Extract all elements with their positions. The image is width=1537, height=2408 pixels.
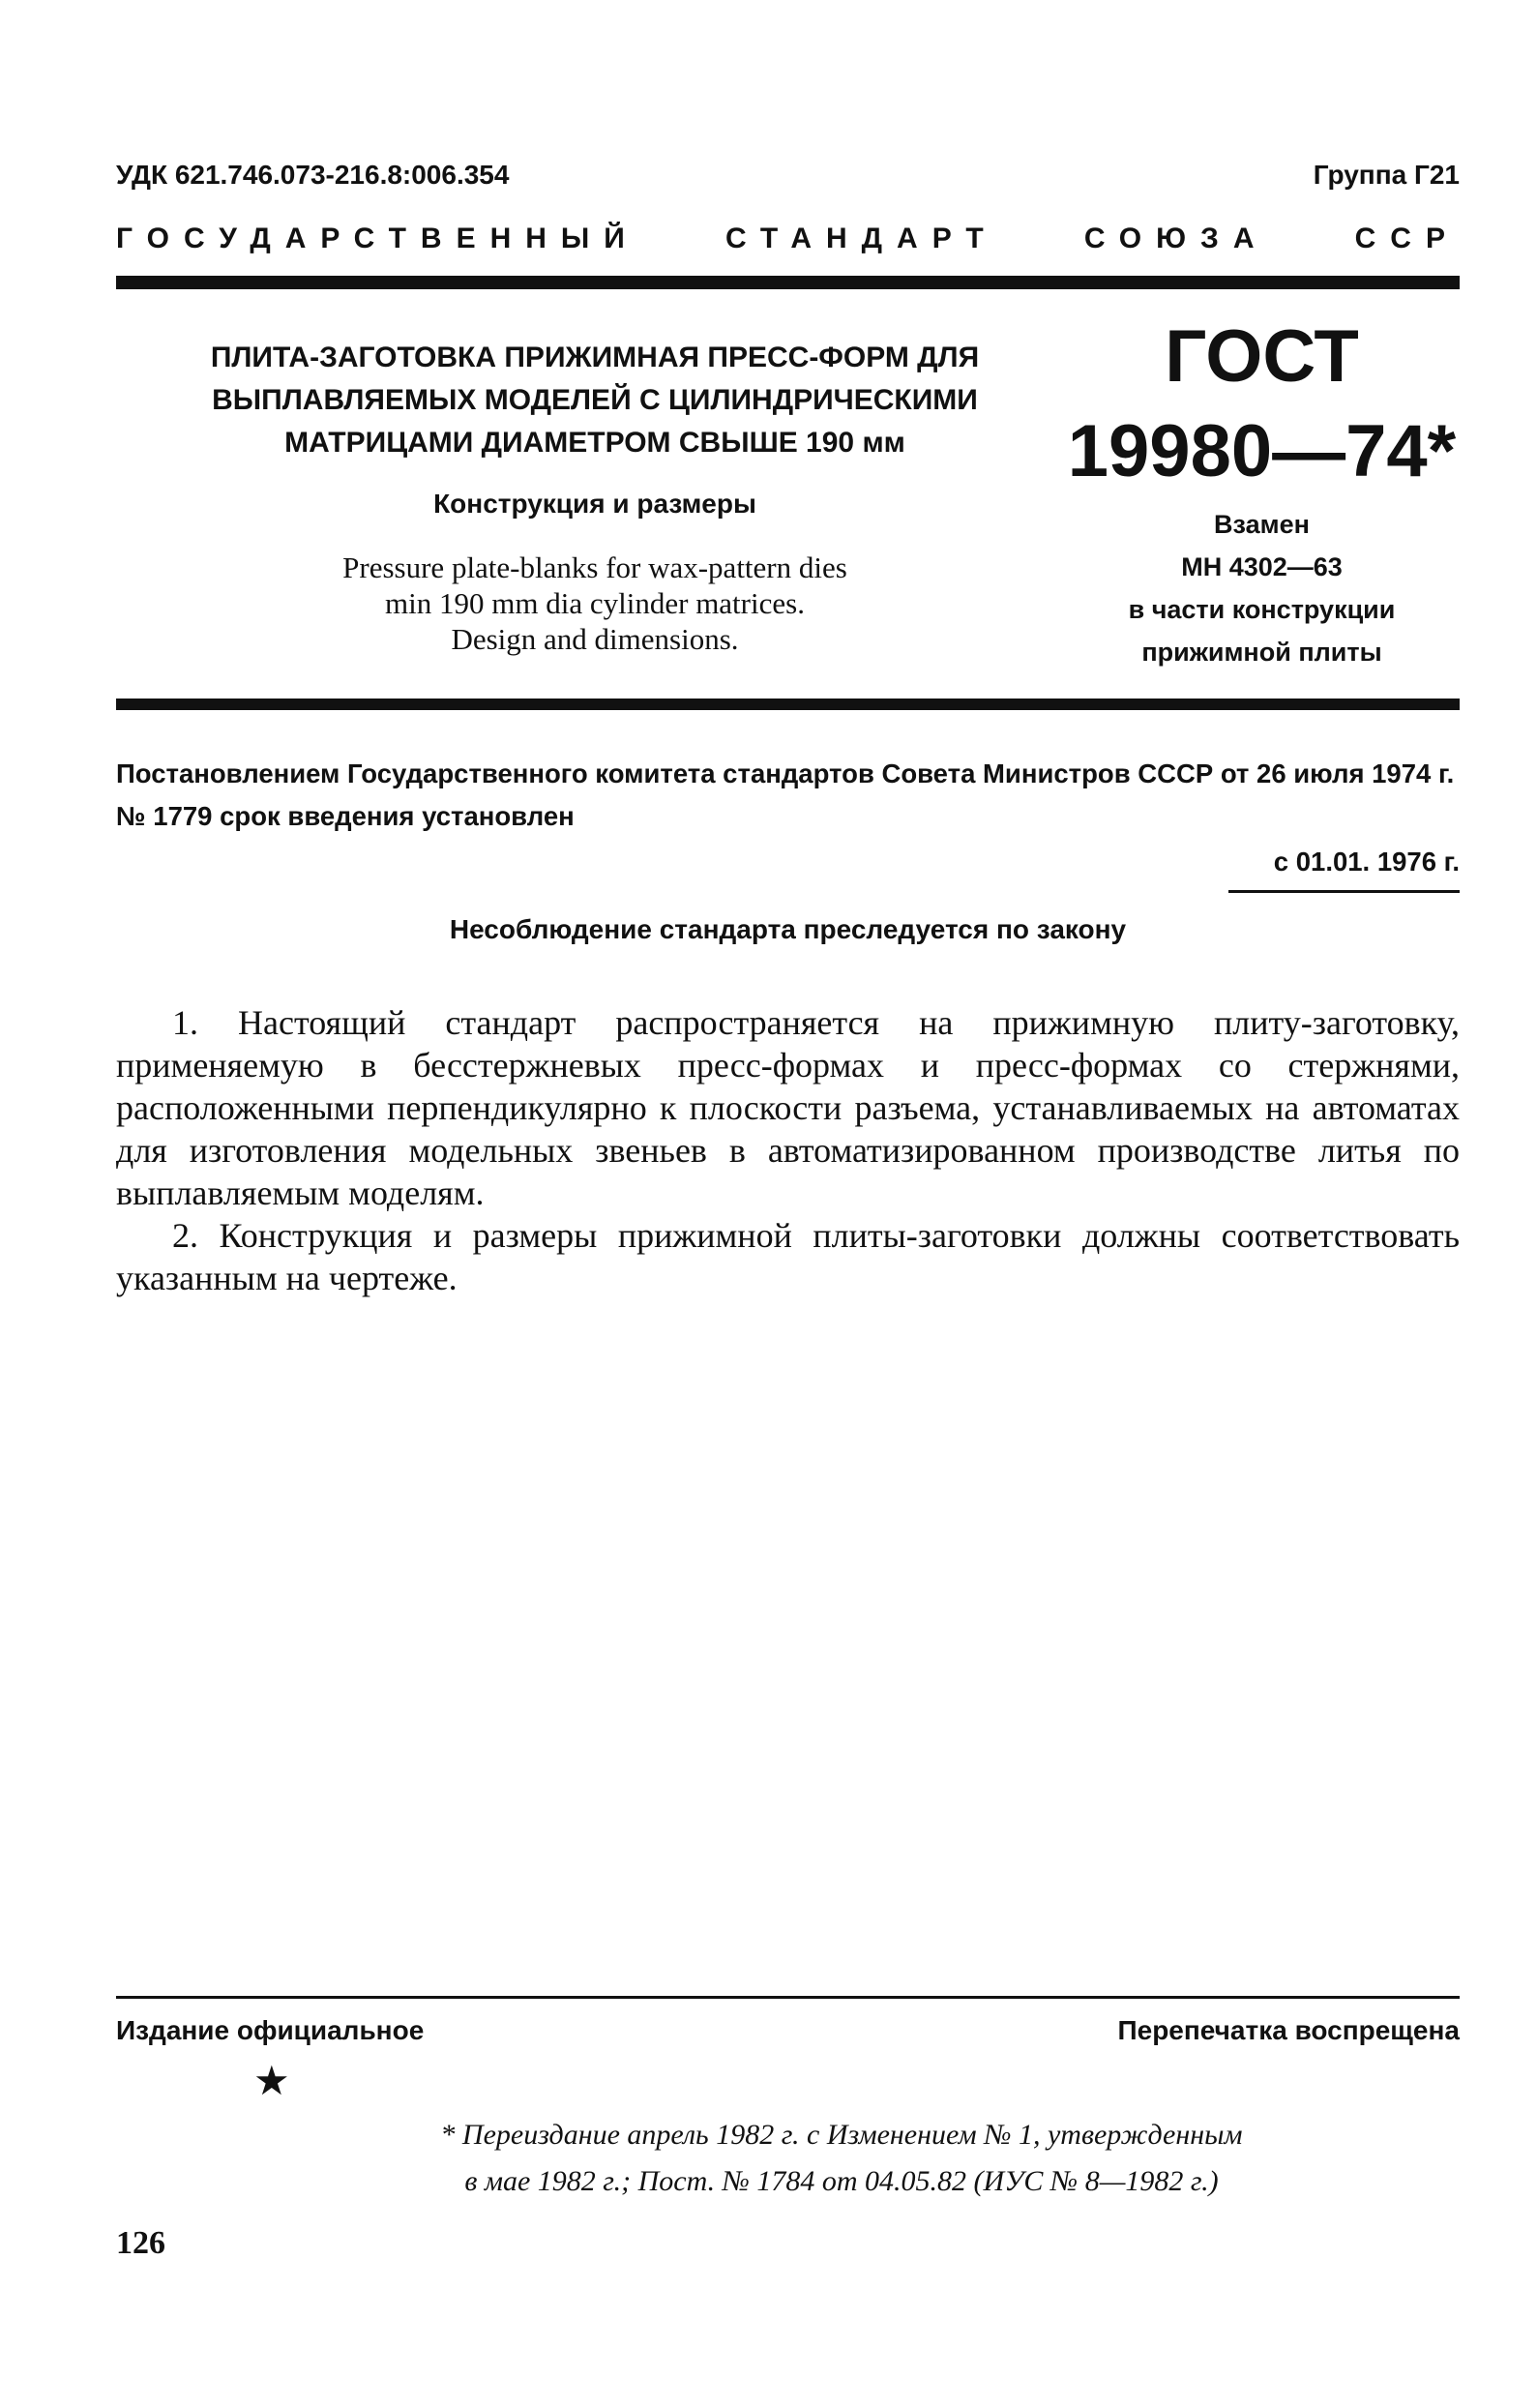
- page-number: 126: [116, 2225, 165, 2261]
- udk-code: УДК 621.746.073-216.8:006.354: [116, 160, 510, 190]
- document-subtitle: Конструкция и размеры: [433, 489, 756, 519]
- effective-date-underline: [1228, 890, 1460, 893]
- official-edition-label: Издание официальное: [116, 2015, 425, 2045]
- english-title-line: Pressure plate-blanks for wax-pattern dies: [342, 550, 847, 584]
- title-line: ПЛИТА-ЗАГОТОВКА ПРИЖИМНАЯ ПРЕСС-ФОРМ ДЛЯ: [210, 342, 980, 373]
- banner-word: ССР: [1354, 223, 1460, 254]
- title-line: МАТРИЦАМИ ДИАМЕТРОМ СВЫШЕ 190 мм: [284, 427, 905, 459]
- title-divider: [116, 699, 1460, 710]
- standard-banner: [116, 223, 1460, 255]
- header-divider: [116, 276, 1460, 289]
- english-title-line: min 190 mm dia cylinder matrices.: [385, 586, 805, 620]
- reissue-note: [266, 2112, 1417, 2205]
- gost-label: ГОСТ: [1165, 315, 1359, 398]
- replaces-info: [1064, 503, 1460, 673]
- footer-divider: [116, 1996, 1460, 1999]
- paragraph: 1. Настоящий стандарт распространяется на прижимную плиту-заготовку, применяемую в бесстержневых пресс-формах и пресс-формах со стержнями, расположенными перпендикулярно к плоскости разъема, устанавливаемых на автоматах для изготовления модельных звеньев в автоматизированном производстве литья по выплавляемым моделям.: [116, 1003, 1460, 1212]
- banner-word: СОЮЗА: [1083, 223, 1269, 254]
- paragraph: 2. Конструкция и размеры прижимной плиты-заготовки должны соответствовать указанным на чертеже.: [116, 1216, 1460, 1297]
- gost-number: 19980—74*: [1067, 410, 1457, 492]
- legal-notice: Несоблюдение стандарта преследуется по закону: [449, 914, 1127, 944]
- replaces-line: прижимной плиты: [1141, 638, 1382, 667]
- reissue-line: * Переиздание апрель 1982 г. с Изменением № 1, утвержденным: [440, 2119, 1243, 2151]
- reprint-prohibited-label: Перепечатка воспрещена: [1117, 2015, 1460, 2045]
- document-title: [135, 337, 1054, 464]
- gost-designation: [1064, 310, 1460, 499]
- reissue-line: в мае 1982 г.; Пост. № 1784 от 04.05.82 (ИУС № 8—1982 г.): [464, 2165, 1219, 2197]
- decree-text: Постановлением Государственного комитета стандартов Совета Министров СССР от 26 июля 1974 г. № 1779 срок введения установлен: [116, 758, 1455, 831]
- title-line: ВЫПЛАВЛЯЕМЫХ МОДЕЛЕЙ С ЦИЛИНДРИЧЕСКИМИ: [212, 384, 978, 416]
- banner-word: ГОСУДАРСТВЕННЫЙ: [116, 223, 639, 254]
- english-title-line: Design and dimensions.: [451, 622, 739, 656]
- english-title: [135, 550, 1054, 657]
- banner-word: СТАНДАРТ: [725, 223, 998, 254]
- body-text: [116, 1001, 1460, 1299]
- replaces-line: Взамен: [1214, 510, 1310, 539]
- replaces-line: МН 4302—63: [1181, 552, 1343, 581]
- star-icon: ★: [253, 2058, 290, 2103]
- effective-date: с 01.01. 1976 г.: [1273, 847, 1460, 877]
- group-code: Группа Г21: [1313, 160, 1460, 190]
- replaces-line: в части конструкции: [1128, 595, 1396, 624]
